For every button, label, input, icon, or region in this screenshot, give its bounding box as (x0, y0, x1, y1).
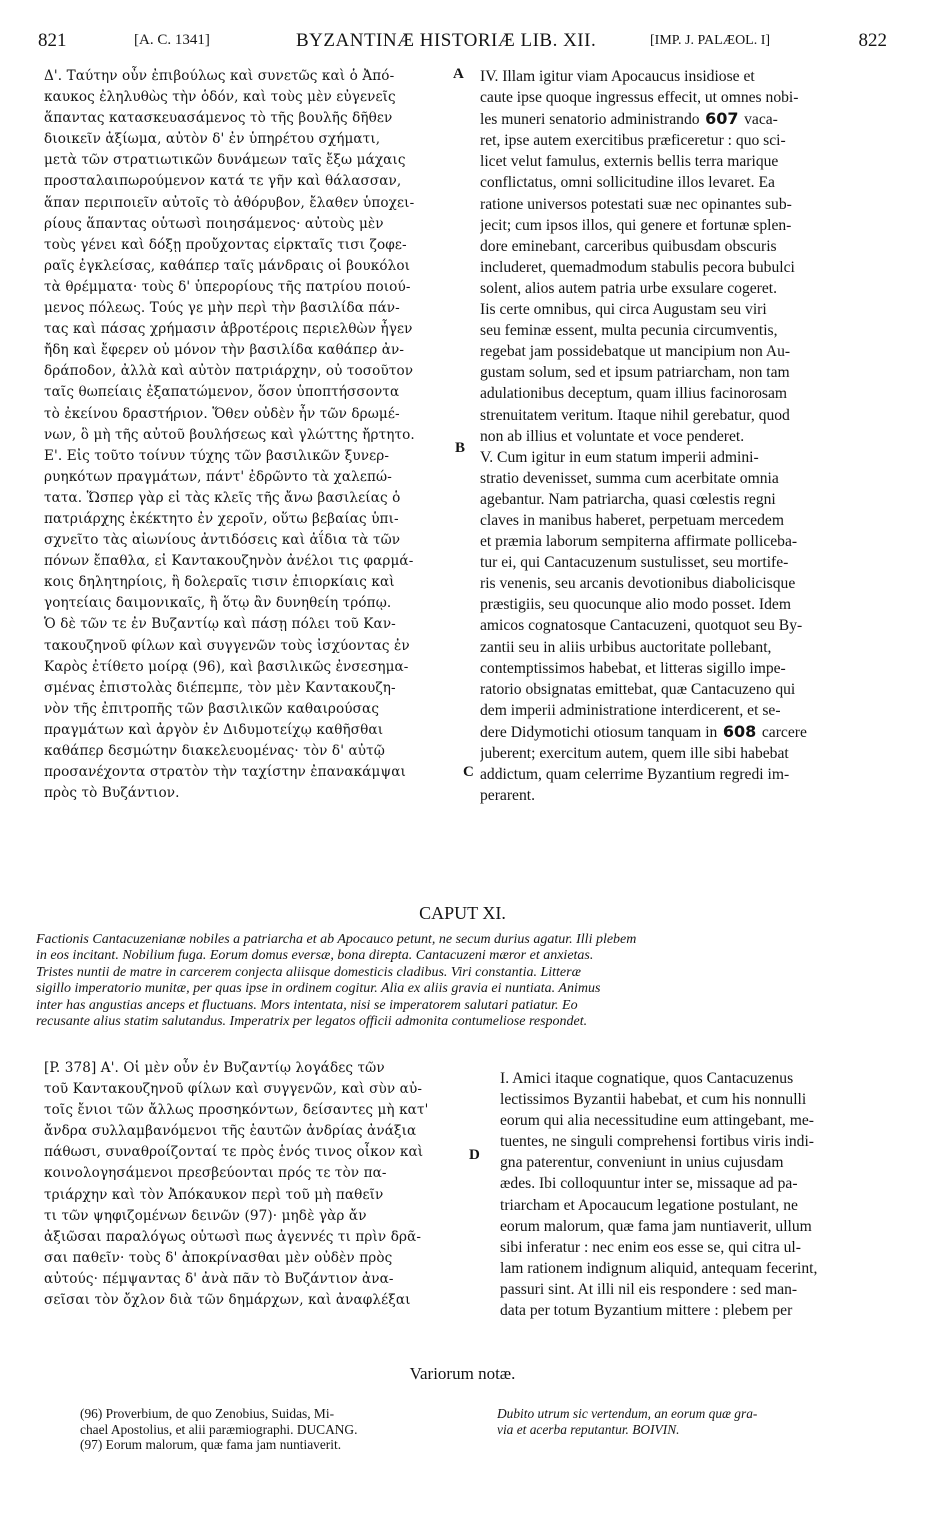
greek-text-line: τοῦ Καντακουζηνοῦ φίλων καὶ συγγενῶν, καὶ σὺν αὐ- (44, 1081, 423, 1098)
year-label: [A. C. 1341] (134, 32, 210, 48)
latin-text-line: contemptissimos habebat, et litteras sigillo impe- (480, 659, 786, 677)
latin-text-line: strenuitatem veritum. Itaque nihil gerebatur, quod (480, 406, 790, 424)
summary-line: recusante alius statim salutandus. Imperatrix per legatos officii admonita contumeliose respondet. (36, 1014, 588, 1030)
greek-text-line: Ε'. Εἰς τοῦτο τοίνυν τύχης τῶν βασιλικῶν ξυνερ- (44, 447, 390, 464)
latin-text-line: lectissimos Byzantii habebat, et cum his nonnulli (500, 1091, 807, 1109)
greek-text-line: πατριάρχης ἐκέκτητο ἐν χεροῖν, οὕτω βεβαίας ὑπι- (44, 510, 399, 527)
greek-text-line: πάθωσι, συναθροίζονταί τε πρὸς ἑνός τινος οἶκον καὶ (44, 1144, 424, 1161)
imperial-label: [IMP. J. PALÆOL. I] (650, 33, 771, 48)
latin-text-line: sibi inferatur : nec enim eos esse se, qui citra ul- (500, 1238, 801, 1256)
greek-text-line: τοῖς ἔνιοι τῶν ἄλλως προσηκόντων, δείσαντες μὴ κατ' (44, 1102, 429, 1119)
margin-marker-d: D (469, 1147, 480, 1163)
note-line: via et acerba reputantur. BOIVIN. (497, 1421, 680, 1437)
greek-text-line: μενος πόλεως. Τούς γε μὴν περὶ τὴν βασιλίδα πάν- (44, 300, 400, 317)
latin-text-line: juberent; exercitum autem, quem ille sibi habebat (480, 745, 789, 762)
summary-line: inter has angustias anceps et fluctuans. Mors intentata, nisi se imperatorem salutari patiatur. Eo (36, 997, 578, 1013)
greek-text-line: τὸ ἐκείνου δραστήριον. Ὅθεν οὐδὲν ἦν τῶν δρωμέ- (44, 405, 400, 422)
greek-text-line: νων, ὃ μὴ τῆς αὐτοῦ βουλήσεως καὶ γλώττης ἤρτητο. (44, 426, 415, 443)
greek-text-line: προσανέχοντα στρατὸν τὴν ταχίστην ἐπανακάμψαι (44, 764, 406, 781)
latin-text-line: eorum qui alia necessitudine eum attingebant, me- (500, 1112, 814, 1130)
latin-text-line: præstigiis, seu quocunque alio modo posset. Idem (480, 596, 791, 614)
latin-text-line: licet velut famulus, externis bellis terra marique (480, 153, 779, 171)
latin-text-line: dore eminebant, carceribus quibusdam obscuris (480, 237, 777, 255)
notes-right-column (497, 1406, 907, 1437)
note-line: Dubito utrum sic vertendum, an eorum quæ gra- (497, 1406, 758, 1421)
margin-marker-a: A (453, 66, 464, 82)
latin-text-line: les muneri senatorio administrando 607 vaca- (480, 109, 778, 129)
latin-text-line: solent, alios autem patria urbe exsulare cogeret. (480, 279, 778, 297)
greek-text-line: διοικεῖν ἀξίωμα, αὐτὸν δ' ἐν ὑπηρέτου σχήματι, (44, 131, 381, 148)
greek-text-line: σαι παθεῖν· τοὺς δ' ἀποκρίνασθαι μὲν οὐδὲν πρὸς (44, 1249, 393, 1266)
latin-text-line: non ab illius et voluntate et voce penderet. (480, 427, 745, 445)
latin-text-line: zantii seu in aliis urbibus auctoritate pollebant, (480, 638, 772, 656)
latin-text-line: data per totum Byzantium mittere : plebem per (500, 1302, 793, 1320)
latin-text-line: caute ipse quoque ingressus effecit, ut omnes nobi- (480, 89, 799, 107)
greek-text-line: ραῖς ἐγκλείσας, καθάπερ ταῖς μάνδραις οἱ βουκόλοι (44, 257, 411, 274)
latin-text-line: ratione universos potestati suæ nec opinantes sub- (480, 195, 792, 213)
chapter-heading: CAPUT XI. (419, 903, 506, 923)
latin-text-line: passuri sint. At illi nil eis respondere : sed man- (500, 1280, 798, 1298)
latin-text-column-bottom (500, 1068, 906, 1321)
greek-text-line: ἤδη καὶ ἔφερεν οὐ μόνον τὴν βασιλίδα καθάπερ ἀν- (44, 342, 405, 359)
latin-text-line: regebat jam possidebatque ut mancipium non Au- (480, 343, 791, 361)
greek-text-line: πραγμάτων καὶ ἀργὸν ἐν Διδυμοτείχῳ καθῆσθαι (44, 721, 384, 738)
greek-text-line: ρυηκότων πραγμάτων, πάντ' ἐδρῶντο τὰ χαλεπώ- (44, 468, 392, 485)
latin-text-line: Iis certe omnibus, qui circa Augustam seu viri (480, 301, 767, 319)
latin-text-line: conflictatus, omni sollicitudine illos levaret. Ea (480, 174, 775, 192)
latin-text-line: tur ei, qui Cantacuzenum sustulisset, seu mortife- (480, 554, 789, 572)
latin-text-line: gustam solum, sed et ipsum patriarcham, non tam (480, 364, 790, 382)
latin-text-line: et præmia laborum sempiterna affirmate pollicеba- (480, 533, 798, 551)
latin-text-line: claves in manibus haberet, perpetuam mercedem (480, 511, 784, 529)
latin-text-line: gna paterentur, conveniunt in unius cujusdam (500, 1154, 784, 1172)
latin-text-line: jecit; cum ipsos illos, qui genere et fortunæ splen- (480, 216, 792, 234)
latin-text-line: lam rationem indignum aliquid, antequam fecerint, (500, 1259, 818, 1277)
greek-text-line: ἅπαντας κατασκευασάμενος τὸ τῆς βουλῆς δῆθεν (44, 110, 393, 127)
latin-text-fragment: vaca- (744, 111, 778, 129)
page-number-left: 821 (38, 30, 67, 51)
greek-text-line: αὐτούς· πέμψαντας δ' ἀνὰ πᾶν τὸ Βυζάντιον ἀνα- (44, 1270, 394, 1287)
summary-line: sigillo imperatorio munitæ, per quas ipse in ordinem cogitur. Alia ex aliis gravia ei nuntiata. Animus (36, 981, 601, 997)
greek-text-line: τας καὶ πάσας χρήμασιν ἁβροτέροις περιελθὼν ἦγεν (44, 321, 413, 338)
greek-text-line: σχνεῖτο τὰς αἰωνίους ἀντιδόσεις καὶ ἀΐδια τὰ τῶν (44, 532, 401, 549)
greek-text-line: δράποδον, ἀλλὰ καὶ αὐτὸν πατριάρχην, οὐ τοσοῦτον (44, 363, 414, 380)
greek-text-line: τὰ θρέμματα· τοὺς δ' ὑπερορίους τῆς πατρίου ποιού- (44, 278, 411, 295)
latin-text-line: amicos cognatosque Cantacuzeni, quotquot seu By- (480, 617, 803, 635)
notes-heading: Variorum notæ. (409, 1364, 516, 1383)
greek-text-line: νὸν τῆς ἐπιτροπῆς τῶν βασιλικῶν καθαιρούσας (44, 700, 380, 717)
latin-text-line: seu feminæ essent, multa pecunia circumventis, (480, 322, 778, 340)
greek-text-line: τοὺς γένει καὶ δόξῃ προὔχοντας εἱρκταῖς τισι ζοφε- (44, 236, 407, 253)
latin-text-column-top (480, 66, 906, 806)
greek-text-line: καυκος ἐληλυθὼς τὴν ὁδόν, καὶ τοὺς μὲν εὐγενεῖς (44, 89, 396, 106)
margin-marker-c: C (463, 764, 474, 780)
latin-text-line: I. Amici itaque cognatique, quos Cantacuzenus (500, 1070, 794, 1087)
greek-text-line: τι τῶν ψηφιζομένων δεινῶν (97)· μηδὲ γὰρ ἄν (44, 1207, 367, 1224)
greek-text-line: κοις δηλητηρίοις, ἢ δολεραῖς τισιν ἐπιορκίαις καὶ (44, 574, 395, 591)
greek-text-line: ἄνδρα συλλαμβανόμενοι τῆς ἑαυτῶν ἀνδρίας ἀνάξια (44, 1123, 417, 1140)
latin-text-line: stratio devenisset, summa cum acerbitate omnia (480, 469, 779, 487)
greek-text-line: γοητείαις δαιμονικαῖς, ἢ ὅτῳ ἂν δυνηθείη τρόπῳ. (44, 595, 392, 612)
latin-text-line: dem imperii administratione interdicerent, et se- (480, 701, 781, 719)
greek-text-column-top (44, 66, 456, 804)
greek-text-line: ἅπαν περιποιεῖν αὐτοῖς τὸ ἀθόρυβον, ἔλαθεν ὑποχει- (44, 194, 415, 211)
summary-line: Tristes nuntii de matre in carcerem conjecta aliisque domesticis cladibus. Viri constantia. Litteræ (36, 964, 581, 980)
latin-text-line: agebantur. Nam patriarcha, quasi cœlestis regni (480, 490, 776, 508)
running-header (38, 30, 905, 60)
latin-text-line: adulationibus deceptum, quam illius facinorosam (480, 385, 788, 403)
summary-line: in eos incitant. Nobilium fuga. Eorum domus eversæ, bona direpta. Cantacuzeni mæror et anxietas. (36, 948, 594, 964)
greek-text-line: πρὸς τὸ Βυζάντιον. (44, 785, 180, 802)
latin-text-line: triarcham et Apocaucum legatione postulant, ne (500, 1196, 798, 1214)
greek-text-line: καθάπερ δεσμώτην διακελευομένας· τὸν δ' αὐτῷ (44, 743, 385, 759)
chapter-summary (36, 932, 904, 1030)
greek-text-line: Ὁ δὲ τῶν τε ἐν Βυζαντίῳ καὶ πάσῃ πόλει τοῦ Καν- (44, 616, 396, 633)
latin-text-line: ratorio obsignatas emittebat, quæ Cantacuzeno qui (480, 680, 796, 698)
greek-text-line: Καρὸς ἐτίθετο μοίρᾳ (96), καὶ βασιλικῶς ἐνσεσημα- (44, 658, 409, 675)
margin-marker-b: B (455, 440, 466, 456)
greek-text-line: προσταλαιπωρούμενον κατά τε γῆν καὶ θάλασσαν, (44, 173, 402, 190)
latin-text-line: includeret, quemadmodum stabulis pecora bubulci (480, 258, 795, 276)
running-title: BYZANTINÆ HISTORIÆ LIB. XII. (296, 30, 597, 51)
latin-text-line: dere Didymotichi otiosum tanquam in 608 carcere (480, 721, 807, 741)
greek-text-line: μετὰ τῶν στρατιωτικῶν δυνάμεων ταῖς ἔξω μάχαις (44, 152, 406, 169)
latin-text-line: tuentes, ne singuli comprehensi fortibus viris indi- (500, 1133, 814, 1151)
greek-text-line: τατα. Ὥσπερ γὰρ εἰ τὰς κλεῖς τῆς ἄνω βασιλείας ὁ (44, 489, 401, 506)
greek-text-line: κοινολογησάμενοι πρεσβεύονται πρός τε τὸν πα- (44, 1165, 387, 1182)
latin-text-line: ret, ipse autem exercitibus præficeretur : quo sci- (480, 132, 786, 150)
greek-text-line: Δ'. Ταύτην οὖν ἐπιβούλως καὶ συνετῶς καὶ ὁ Ἀπό- (44, 68, 395, 84)
note-line: (97) Eorum malorum, quæ fama jam nuntiaverit. (80, 1437, 342, 1453)
greek-text-column-bottom (44, 1058, 462, 1311)
edition-page-number: 607 (699, 109, 745, 129)
latin-text-line: eorum malorum, quæ fama jam nuntiaverit, ullum (500, 1217, 812, 1235)
greek-text-line: τακουζηνοῦ φίλων καὶ συγγενῶν τοὺς ἰσχύοντας ἐν (44, 637, 410, 654)
greek-text-line: πόνων ἔπαθλα, εἰ Καντακουζηνὸν ἀνέλοι τις φαρμά- (44, 553, 414, 570)
latin-text-line: IV. Illam igitur viam Apocaucus insidiose et (480, 68, 755, 85)
latin-text-line: addictum, quam celerrime Byzantium regredi im- (480, 766, 790, 784)
greek-text-line: σμένας ἐπιστολὰς διέπεμπε, τὸν μὲν Καντακουζη- (44, 679, 396, 696)
latin-text-line: ris venenis, seu arcanis devotionibus diabolicisque (480, 575, 796, 593)
latin-text-line: perarent. (480, 787, 535, 805)
edition-page-number: 608 (717, 721, 762, 741)
greek-text-line: σεῖσαι τὸν ὄχλον διὰ τῶν δημάρχων, καὶ ἀναφλέξαι (44, 1292, 411, 1309)
note-line: (96) Proverbium, de quo Zenobius, Suidas, Mi- (80, 1406, 335, 1421)
greek-text-line: τριάρχην καὶ τὸν Ἀπόκαυκον περὶ τοῦ μὴ παθεῖν (44, 1186, 384, 1203)
note-line: chael Apostolius, et alii paræmiographi. DUCANG. (80, 1421, 358, 1437)
greek-text-line: ρίους ἅπαντας οὑτωσὶ ποιησάμενος· αὐτοὺς μὲν (44, 215, 384, 232)
latin-text-fragment: carcere (761, 723, 807, 741)
page-number-right: 822 (858, 30, 887, 51)
summary-line: Factionis Cantacuzenianæ nobiles a patriarcha et ab Apocauco petunt, ne secum durius agatur. Illi plebem (36, 932, 637, 947)
greek-text-line: ταῖς θωπείαις ἐξαπατώμενον, ὅσον ὑποπτήσσοντα (44, 384, 400, 401)
notes-left-column (80, 1406, 480, 1453)
greek-text-line: [P. 378] Α'. Οἱ μὲν οὖν ἐν Βυζαντίῳ λογάδες τῶν (44, 1060, 385, 1076)
latin-text-line: V. Cum igitur in eum statum imperii admini- (480, 448, 759, 466)
latin-text-line: ædes. Ibi colloquuntur inter se, missaque ad pa- (500, 1175, 798, 1193)
greek-text-line: ἀξιῶσαι παραλόγως οὑτωσὶ πως ἀγεννές τι πρὶν δρᾶ- (44, 1228, 422, 1245)
